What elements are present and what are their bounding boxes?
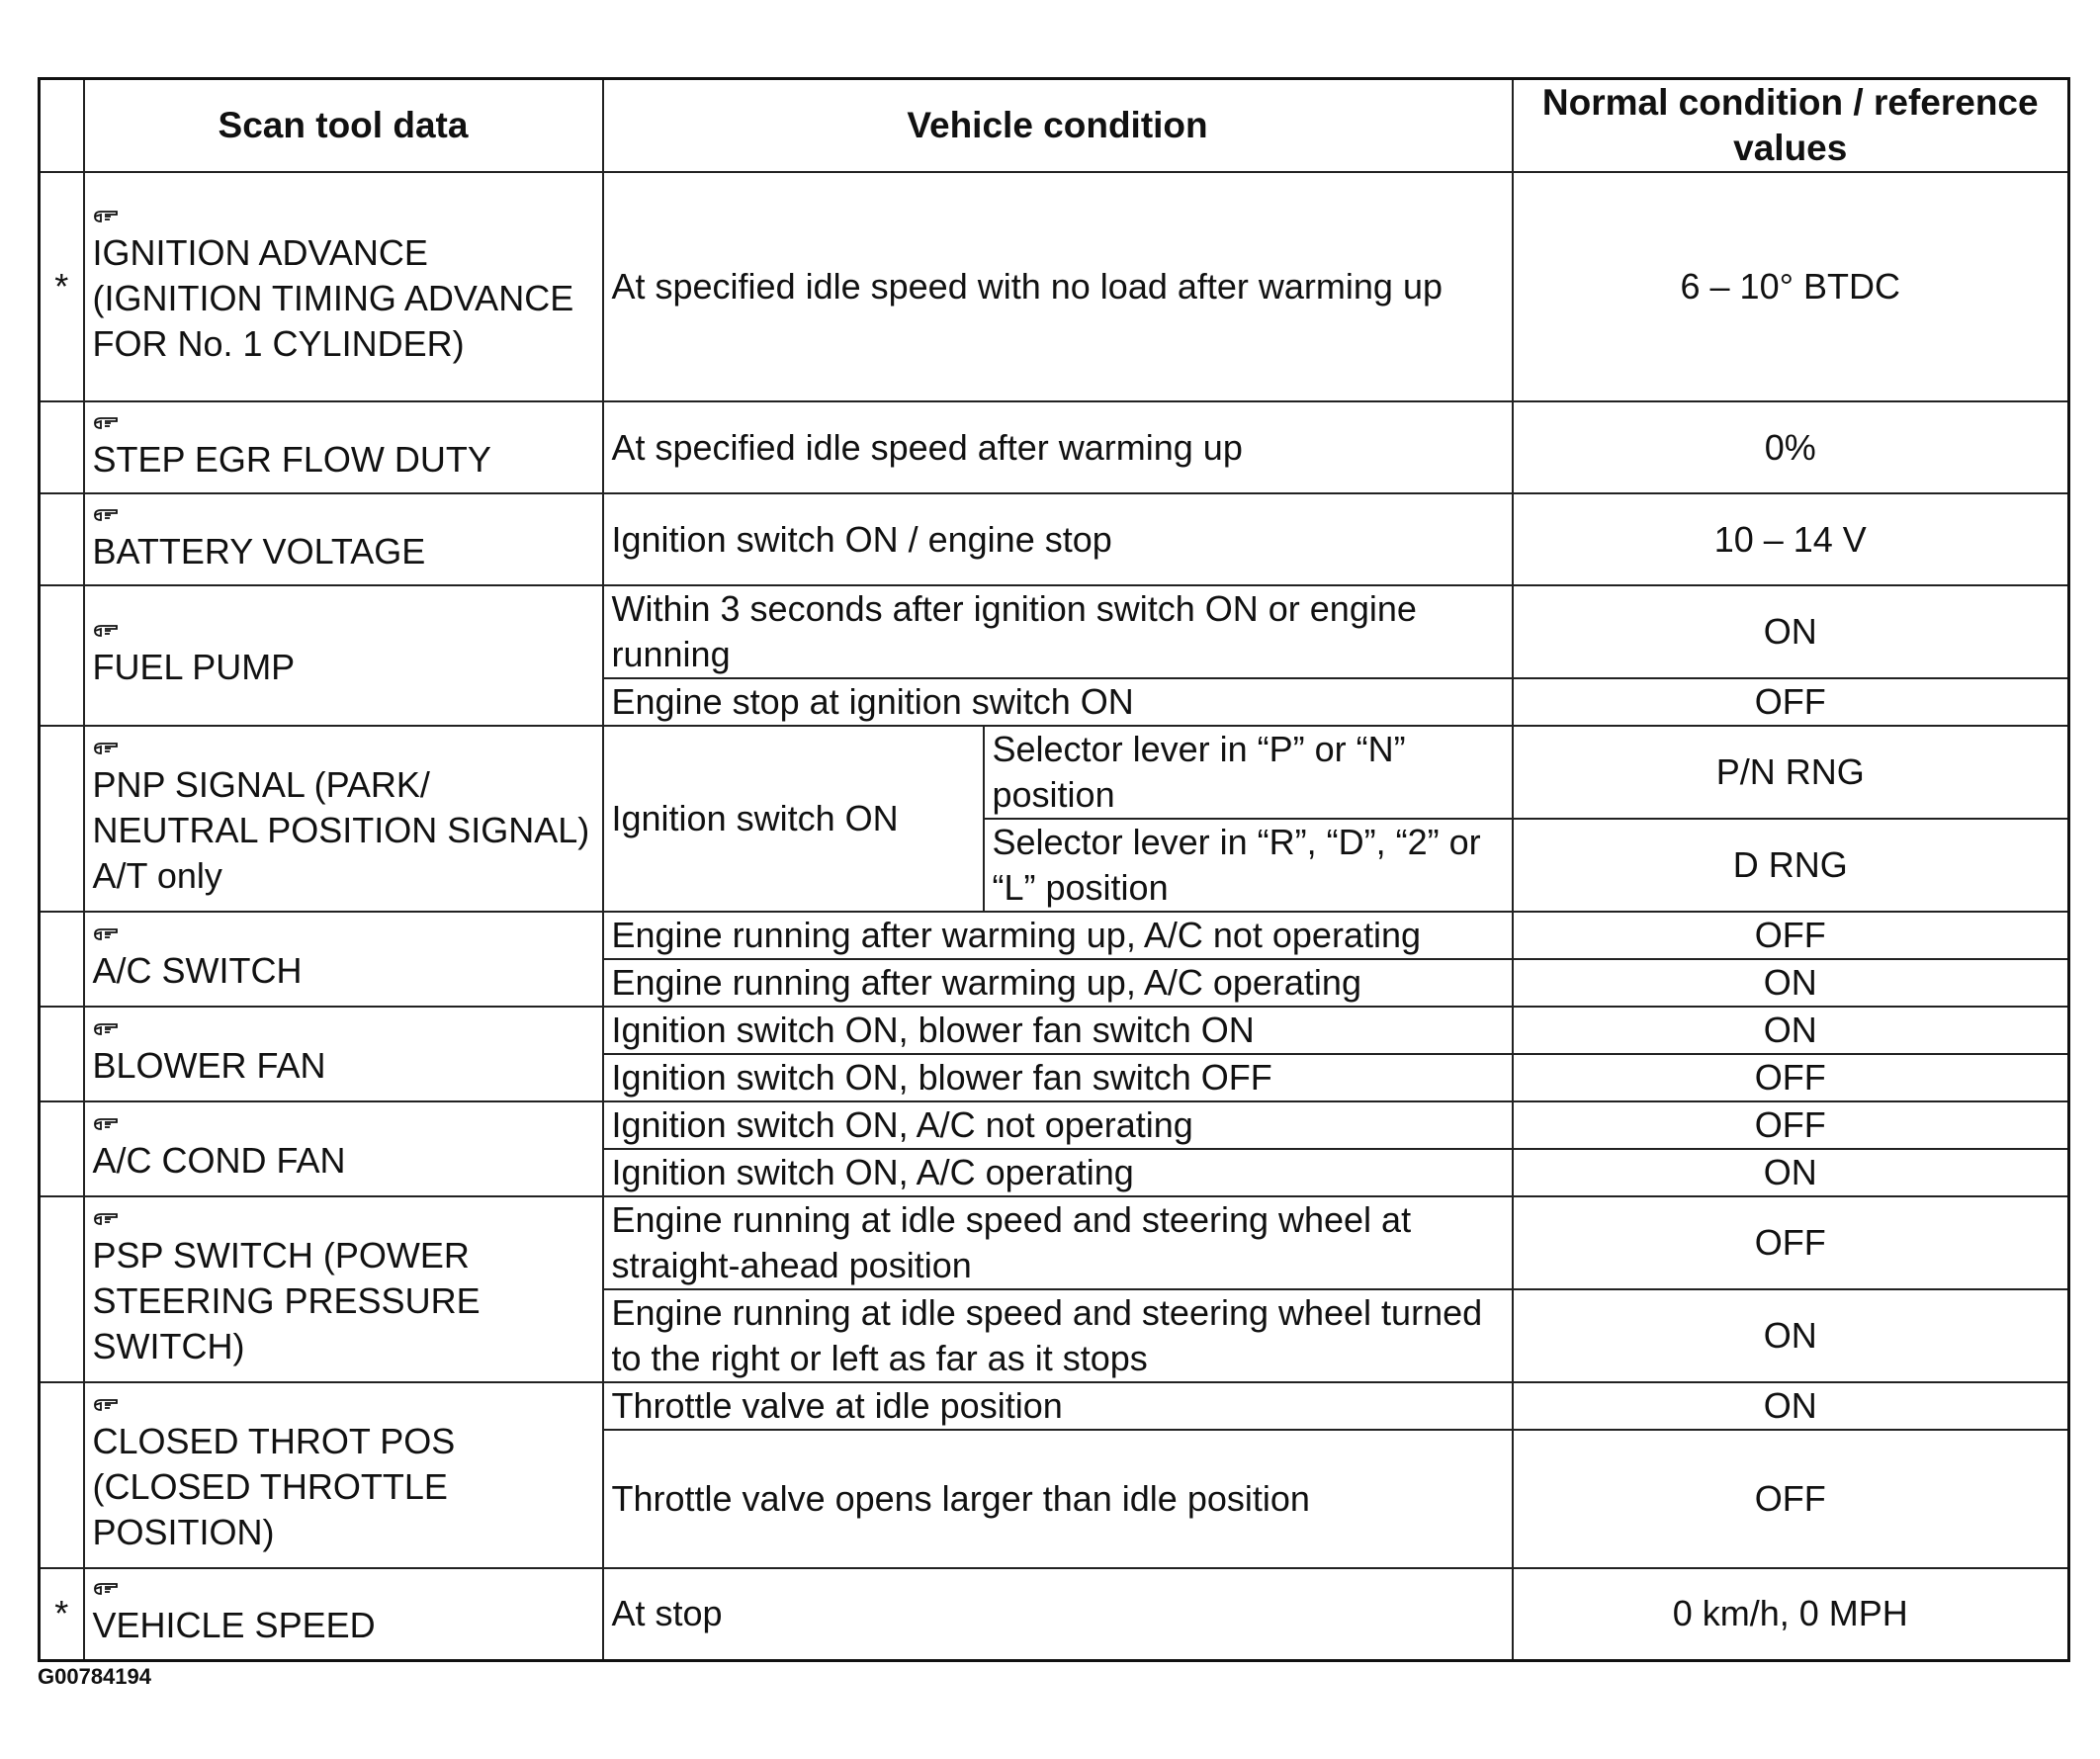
condition-cell: Selector lever in “R”, “D”, “2” or “L” position — [984, 819, 1513, 912]
value-cell: ON — [1513, 1007, 2069, 1054]
condition-cell: Selector lever in “P” or “N” position — [984, 726, 1513, 819]
condition-cell: Engine running after warming up, A/C operating — [603, 959, 1513, 1007]
note-mark: * — [40, 172, 84, 401]
condition-cell: At specified idle speed after warming up — [603, 401, 1513, 493]
scan-item-name: A/C SWITCH — [92, 950, 303, 991]
scan-item-name: STEP EGR FLOW DUTY — [92, 438, 491, 480]
condition-main-cell: Ignition switch ON — [603, 726, 984, 912]
value-cell: OFF — [1513, 912, 2069, 959]
table-row — [40, 1382, 2069, 1430]
scan-item-cell — [84, 172, 603, 401]
note-mark: * — [40, 1568, 84, 1660]
scan-item-cell — [84, 1196, 603, 1382]
scan-item-name: VEHICLE SPEED — [92, 1605, 376, 1646]
scan-item-cell — [84, 1101, 603, 1196]
pointing-hand-icon — [93, 1116, 594, 1138]
scan-item-cell — [84, 585, 603, 726]
condition-cell: Ignition switch ON, A/C operating — [603, 1149, 1513, 1196]
condition-cell: Ignition switch ON, blower fan switch ON — [603, 1007, 1513, 1054]
normal-values-header: Normal condition / reference values — [1513, 79, 2069, 173]
value-cell: P/N RNG — [1513, 726, 2069, 819]
condition-cell: Engine stop at ignition switch ON — [603, 678, 1513, 726]
scan-tool-data-header: Scan tool data — [84, 79, 603, 173]
scan-tool-data-table — [38, 77, 2070, 1662]
note-mark — [40, 401, 84, 493]
scan-item-cell — [84, 912, 603, 1007]
condition-cell: Engine running after warming up, A/C not operating — [603, 912, 1513, 959]
value-cell: OFF — [1513, 1196, 2069, 1289]
scan-item-name: IGNITION ADVANCE (IGNITION TIMING ADVANCE FOR No. 1 CYLINDER) — [92, 232, 574, 364]
vehicle-condition-header: Vehicle condition — [603, 79, 1513, 173]
value-cell: OFF — [1513, 1430, 2069, 1568]
scan-item-name: PNP SIGNAL (PARK/ NEUTRAL POSITION SIGNAL) A/T only — [92, 764, 590, 896]
value-cell: 0 km/h, 0 MPH — [1513, 1568, 2069, 1660]
value-cell: 10 – 14 V — [1513, 493, 2069, 585]
scan-item-name: PSP SWITCH (POWER STEERING PRESSURE SWITCH) — [92, 1235, 481, 1366]
scan-item-cell — [84, 726, 603, 912]
figure-code: G00784194 — [38, 1664, 151, 1689]
table-row — [40, 493, 2069, 585]
value-cell: ON — [1513, 585, 2069, 678]
scan-item-cell — [84, 401, 603, 493]
condition-cell: Engine running at idle speed and steering wheel turned to the right or left as far as it stops — [603, 1289, 1513, 1382]
scan-item-name: BLOWER FAN — [92, 1045, 326, 1086]
pointing-hand-icon — [93, 926, 594, 948]
scan-item-name: BATTERY VOLTAGE — [92, 530, 426, 572]
scan-item-cell — [84, 1007, 603, 1101]
scan-item-name: FUEL PUMP — [92, 647, 296, 687]
scan-item-name: CLOSED THROT POS (CLOSED THROTTLE POSITION) — [92, 1421, 456, 1552]
scan-item-name: A/C COND FAN — [92, 1140, 346, 1181]
pointing-hand-icon — [93, 1021, 594, 1043]
condition-cell: At specified idle speed with no load after warming up — [603, 172, 1513, 401]
table-row — [40, 585, 2069, 678]
value-cell: ON — [1513, 1289, 2069, 1382]
table-row — [40, 1007, 2069, 1054]
pointing-hand-icon — [93, 623, 594, 645]
note-mark — [40, 912, 84, 1007]
pointing-hand-icon — [93, 741, 594, 762]
condition-cell: Ignition switch ON, blower fan switch OFF — [603, 1054, 1513, 1101]
scan-item-cell — [84, 493, 603, 585]
table-row — [40, 912, 2069, 959]
table-row — [40, 172, 2069, 401]
value-cell: ON — [1513, 1382, 2069, 1430]
condition-cell: Throttle valve opens larger than idle position — [603, 1430, 1513, 1568]
pointing-hand-icon — [93, 209, 594, 230]
note-mark — [40, 1382, 84, 1568]
scan-item-cell — [84, 1568, 603, 1660]
condition-cell: Ignition switch ON / engine stop — [603, 493, 1513, 585]
condition-cell: Ignition switch ON, A/C not operating — [603, 1101, 1513, 1149]
value-cell: 0% — [1513, 401, 2069, 493]
value-cell: 6 – 10° BTDC — [1513, 172, 2069, 401]
pointing-hand-icon — [93, 507, 594, 529]
value-cell: ON — [1513, 1149, 2069, 1196]
pointing-hand-icon — [93, 1397, 594, 1419]
table-row — [40, 1568, 2069, 1660]
note-mark — [40, 726, 84, 912]
pointing-hand-icon — [93, 1581, 594, 1603]
condition-cell: Engine running at idle speed and steering wheel at straight-ahead position — [603, 1196, 1513, 1289]
table-row — [40, 1196, 2069, 1289]
mark-column-header — [40, 79, 84, 173]
condition-cell: Within 3 seconds after ignition switch ON or engine running — [603, 585, 1513, 678]
note-mark — [40, 1196, 84, 1382]
value-cell: ON — [1513, 959, 2069, 1007]
note-mark — [40, 493, 84, 585]
value-cell: OFF — [1513, 1101, 2069, 1149]
note-mark — [40, 1007, 84, 1101]
value-cell: OFF — [1513, 678, 2069, 726]
condition-cell: Throttle valve at idle position — [603, 1382, 1513, 1430]
table-row — [40, 1101, 2069, 1149]
value-cell: OFF — [1513, 1054, 2069, 1101]
pointing-hand-icon — [93, 415, 594, 437]
header-row — [40, 79, 2069, 173]
scan-item-cell — [84, 1382, 603, 1568]
table-row — [40, 726, 2069, 819]
note-mark — [40, 585, 84, 726]
note-mark — [40, 1101, 84, 1196]
table-row — [40, 401, 2069, 493]
pointing-hand-icon — [93, 1211, 594, 1233]
condition-cell: At stop — [603, 1568, 1513, 1660]
value-cell: D RNG — [1513, 819, 2069, 912]
